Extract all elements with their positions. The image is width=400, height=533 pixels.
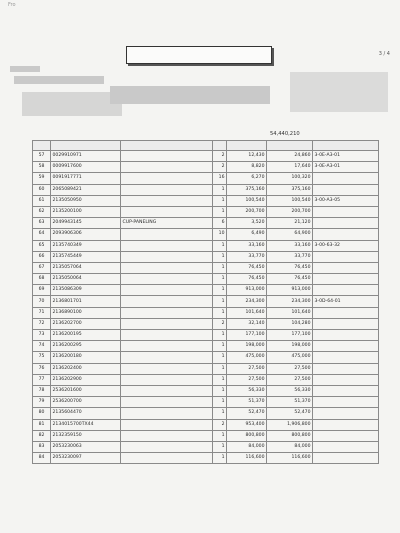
cell-unit: 116,600	[227, 453, 267, 464]
cell-name	[121, 173, 213, 184]
cell-qty: 1	[213, 251, 227, 262]
cell-unit: 51,370	[227, 397, 267, 408]
table-row	[33, 285, 379, 296]
cell-note: 3-00-63-32	[313, 240, 379, 251]
cell-name	[121, 374, 213, 385]
cell-name	[121, 285, 213, 296]
cell-qty: 1	[213, 240, 227, 251]
redacted-block-2	[14, 76, 104, 84]
cell-note	[313, 262, 379, 273]
cell-amount: 800,800	[267, 430, 313, 441]
cell-no: 59	[33, 173, 51, 184]
cell-amount: 234,300	[267, 296, 313, 307]
col-header-amount	[267, 141, 313, 151]
cell-qty: 1	[213, 374, 227, 385]
cell-amount: 100,320	[267, 173, 313, 184]
cell-code: 2049943145	[51, 218, 121, 229]
table-row	[33, 151, 379, 162]
cell-note: 3-0E-A3-01	[313, 162, 379, 173]
cell-amount: 101,640	[267, 307, 313, 318]
cell-note	[313, 274, 379, 285]
cell-qty: 1	[213, 397, 227, 408]
table-row	[33, 262, 379, 273]
cell-qty: 1	[213, 453, 227, 464]
cell-note	[313, 419, 379, 430]
cell-name	[121, 151, 213, 162]
table-row	[33, 296, 379, 307]
cell-no: 72	[33, 318, 51, 329]
cell-qty: 1	[213, 352, 227, 363]
cell-unit: 3,520	[227, 218, 267, 229]
table-row	[33, 162, 379, 173]
cell-name	[121, 274, 213, 285]
cell-unit: 100,540	[227, 195, 267, 206]
cell-code: 2135740349	[51, 240, 121, 251]
cell-note: 3-0D-64-01	[313, 296, 379, 307]
cell-name	[121, 352, 213, 363]
cell-code: 2136202400	[51, 363, 121, 374]
table-row	[33, 374, 379, 385]
cell-qty: 1	[213, 285, 227, 296]
table-row	[33, 341, 379, 352]
cell-unit: 12,430	[227, 151, 267, 162]
document-title	[126, 46, 272, 64]
table-row	[33, 352, 379, 363]
cell-no: 62	[33, 206, 51, 217]
cell-code: 2136200195	[51, 330, 121, 341]
cell-unit: 52,470	[227, 408, 267, 419]
cell-note	[313, 206, 379, 217]
cell-name	[121, 307, 213, 318]
cell-unit: 375,160	[227, 184, 267, 195]
cell-note: 3-0E-A3-01	[313, 151, 379, 162]
cell-amount: 27,500	[267, 363, 313, 374]
cell-name	[121, 229, 213, 240]
cell-qty: 2	[213, 318, 227, 329]
cell-code: 2136200180	[51, 352, 121, 363]
cell-unit: 475,000	[227, 352, 267, 363]
cell-qty: 1	[213, 274, 227, 285]
cell-amount: 116,600	[267, 453, 313, 464]
col-header-name	[121, 141, 213, 151]
cell-unit: 101,640	[227, 307, 267, 318]
table-row	[33, 274, 379, 285]
table-row	[33, 240, 379, 251]
cell-code: 2536201600	[51, 385, 121, 396]
quotation-summary	[8, 130, 392, 140]
cell-note: 3-00-A3-05	[313, 195, 379, 206]
cell-no: 65	[33, 240, 51, 251]
cell-amount: 1,906,800	[267, 419, 313, 430]
cell-amount: 17,640	[267, 162, 313, 173]
cell-code: 2053230063	[51, 441, 121, 452]
cell-unit: 33,160	[227, 240, 267, 251]
cell-note	[313, 374, 379, 385]
cell-unit: 200,700	[227, 206, 267, 217]
cell-unit: 198,000	[227, 341, 267, 352]
cell-no: 75	[33, 352, 51, 363]
redacted-block-5	[290, 72, 388, 112]
cell-name	[121, 419, 213, 430]
cell-note	[313, 441, 379, 452]
cell-note	[313, 218, 379, 229]
table-row	[33, 408, 379, 419]
cell-note	[313, 184, 379, 195]
cell-code: 2132359150	[51, 430, 121, 441]
cell-code: 2136890100	[51, 307, 121, 318]
cell-no: 73	[33, 330, 51, 341]
cell-name	[121, 453, 213, 464]
redacted-block-4	[22, 92, 122, 116]
cell-name	[121, 397, 213, 408]
cell-qty: 1	[213, 195, 227, 206]
cell-no: 61	[33, 195, 51, 206]
cell-unit: 953,400	[227, 419, 267, 430]
cell-no: 63	[33, 218, 51, 229]
cell-code: 2136801701	[51, 296, 121, 307]
cell-unit: 6,270	[227, 173, 267, 184]
cell-no: 76	[33, 363, 51, 374]
cell-name	[121, 206, 213, 217]
cell-qty: 1	[213, 206, 227, 217]
cell-no: 82	[33, 430, 51, 441]
cell-note	[313, 341, 379, 352]
cell-name	[121, 195, 213, 206]
cell-no: 67	[33, 262, 51, 273]
cell-note	[313, 363, 379, 374]
cell-qty: 1	[213, 408, 227, 419]
cell-no: 70	[33, 296, 51, 307]
table-row	[33, 385, 379, 396]
cell-name	[121, 430, 213, 441]
cell-name	[121, 262, 213, 273]
cell-unit: 76,450	[227, 274, 267, 285]
cell-qty: 1	[213, 363, 227, 374]
table-row	[33, 453, 379, 464]
table-row	[33, 173, 379, 184]
cell-name	[121, 385, 213, 396]
cell-unit: 33,770	[227, 251, 267, 262]
cell-amount: 375,160	[267, 184, 313, 195]
cell-code: 2536200700	[51, 397, 121, 408]
table-row	[33, 397, 379, 408]
cell-amount: 56,330	[267, 385, 313, 396]
table-row	[33, 363, 379, 374]
table-row	[33, 307, 379, 318]
cell-unit: 84,000	[227, 441, 267, 452]
table-row	[33, 229, 379, 240]
cell-qty: 1	[213, 307, 227, 318]
cell-code: 2135604470	[51, 408, 121, 419]
cell-qty: 2	[213, 162, 227, 173]
cell-amount: 104,280	[267, 318, 313, 329]
cell-qty: 2	[213, 151, 227, 162]
cell-note	[313, 385, 379, 396]
cell-no: 77	[33, 374, 51, 385]
cell-name	[121, 441, 213, 452]
cell-name	[121, 296, 213, 307]
cell-unit: 6,490	[227, 229, 267, 240]
cell-code: 0091917771	[51, 173, 121, 184]
cell-name	[121, 341, 213, 352]
col-header-code	[51, 141, 121, 151]
redacted-block-3	[110, 86, 270, 104]
cell-code: 2053230097	[51, 453, 121, 464]
cell-unit: 27,500	[227, 363, 267, 374]
cell-unit: 177,100	[227, 330, 267, 341]
cell-amount: 52,470	[267, 408, 313, 419]
cell-qty: 1	[213, 184, 227, 195]
cell-qty: 1	[213, 385, 227, 396]
table-row	[33, 419, 379, 430]
cell-code: 0009917600	[51, 162, 121, 173]
table-row	[33, 195, 379, 206]
col-header-no	[33, 141, 51, 151]
cell-no: 78	[33, 385, 51, 396]
table-header-row	[33, 141, 379, 151]
cell-note	[313, 285, 379, 296]
table-row	[33, 206, 379, 217]
cell-amount: 76,450	[267, 262, 313, 273]
cell-code: 2135050950	[51, 195, 121, 206]
cell-name: CUP-PANELING	[121, 218, 213, 229]
cell-name	[121, 251, 213, 262]
cell-code: 2136202700	[51, 318, 121, 329]
table-row	[33, 441, 379, 452]
cell-code: 0029910971	[51, 151, 121, 162]
cell-amount: 100,540	[267, 195, 313, 206]
cell-note	[313, 408, 379, 419]
table-row	[33, 251, 379, 262]
cell-qty: 1	[213, 296, 227, 307]
cell-code: 2136202900	[51, 374, 121, 385]
cell-qty: 10	[213, 229, 227, 240]
quotation-items-table	[32, 140, 379, 464]
cell-amount: 24,860	[267, 151, 313, 162]
cell-amount: 913,000	[267, 285, 313, 296]
cell-amount: 21,120	[267, 218, 313, 229]
cell-unit: 234,300	[227, 296, 267, 307]
cell-no: 69	[33, 285, 51, 296]
cell-code: 2135745449	[51, 251, 121, 262]
table-row	[33, 330, 379, 341]
cell-unit: 32,140	[227, 318, 267, 329]
table-row	[33, 184, 379, 195]
cell-amount: 84,000	[267, 441, 313, 452]
page-counter: 3 / 4	[378, 51, 390, 57]
fax-from-label: Fro	[8, 2, 16, 8]
cell-no: 57	[33, 151, 51, 162]
cell-code: 2135050064	[51, 274, 121, 285]
cell-unit: 8,820	[227, 162, 267, 173]
cell-name	[121, 408, 213, 419]
cell-name	[121, 184, 213, 195]
cell-unit: 913,000	[227, 285, 267, 296]
cell-note	[313, 352, 379, 363]
cell-no: 81	[33, 419, 51, 430]
cell-code: 2135086309	[51, 285, 121, 296]
cell-no: 64	[33, 229, 51, 240]
table-row	[33, 430, 379, 441]
cell-code: 2135200100	[51, 206, 121, 217]
cell-qty: 16	[213, 173, 227, 184]
cell-no: 74	[33, 341, 51, 352]
cell-qty: 6	[213, 218, 227, 229]
cell-note	[313, 173, 379, 184]
redacted-block-1	[10, 66, 40, 72]
cell-amount: 64,900	[267, 229, 313, 240]
cell-qty: 2	[213, 419, 227, 430]
cell-code: 2065089421	[51, 184, 121, 195]
cell-note	[313, 330, 379, 341]
cell-name	[121, 162, 213, 173]
cell-amount: 475,000	[267, 352, 313, 363]
cell-no: 79	[33, 397, 51, 408]
cell-unit: 56,330	[227, 385, 267, 396]
cell-code: 2134015700TX44	[51, 419, 121, 430]
cell-name	[121, 318, 213, 329]
cell-note	[313, 318, 379, 329]
cell-amount: 198,000	[267, 341, 313, 352]
col-header-qty	[213, 141, 227, 151]
table-row	[33, 318, 379, 329]
cell-code: 2135057064	[51, 262, 121, 273]
cell-amount: 33,770	[267, 251, 313, 262]
cell-no: 80	[33, 408, 51, 419]
cell-unit: 27,500	[227, 374, 267, 385]
cell-note	[313, 229, 379, 240]
cell-no: 66	[33, 251, 51, 262]
cell-amount: 33,160	[267, 240, 313, 251]
cell-qty: 1	[213, 341, 227, 352]
cell-no: 84	[33, 453, 51, 464]
cell-note	[313, 251, 379, 262]
cell-no: 60	[33, 184, 51, 195]
cell-note	[313, 453, 379, 464]
cell-qty: 1	[213, 330, 227, 341]
cell-qty: 1	[213, 441, 227, 452]
cell-code: 2093906306	[51, 229, 121, 240]
cell-amount: 51,370	[267, 397, 313, 408]
cell-note	[313, 430, 379, 441]
cell-note	[313, 307, 379, 318]
cell-amount: 76,450	[267, 274, 313, 285]
cell-note	[313, 397, 379, 408]
col-header-note	[313, 141, 379, 151]
col-header-unit-price	[227, 141, 267, 151]
cell-amount: 27,500	[267, 374, 313, 385]
table-row	[33, 218, 379, 229]
cell-amount: 177,100	[267, 330, 313, 341]
cell-code: 2136200295	[51, 341, 121, 352]
cell-name	[121, 363, 213, 374]
cell-no: 58	[33, 162, 51, 173]
cell-no: 71	[33, 307, 51, 318]
cell-unit: 800,800	[227, 430, 267, 441]
cell-qty: 1	[213, 430, 227, 441]
cell-unit: 76,450	[227, 262, 267, 273]
summary-amount: 54,440,210	[270, 131, 300, 137]
cell-amount: 200,700	[267, 206, 313, 217]
cell-no: 68	[33, 274, 51, 285]
fax-header-line	[8, 2, 392, 11]
cell-no: 83	[33, 441, 51, 452]
cell-qty: 1	[213, 262, 227, 273]
cell-name	[121, 240, 213, 251]
cell-name	[121, 330, 213, 341]
